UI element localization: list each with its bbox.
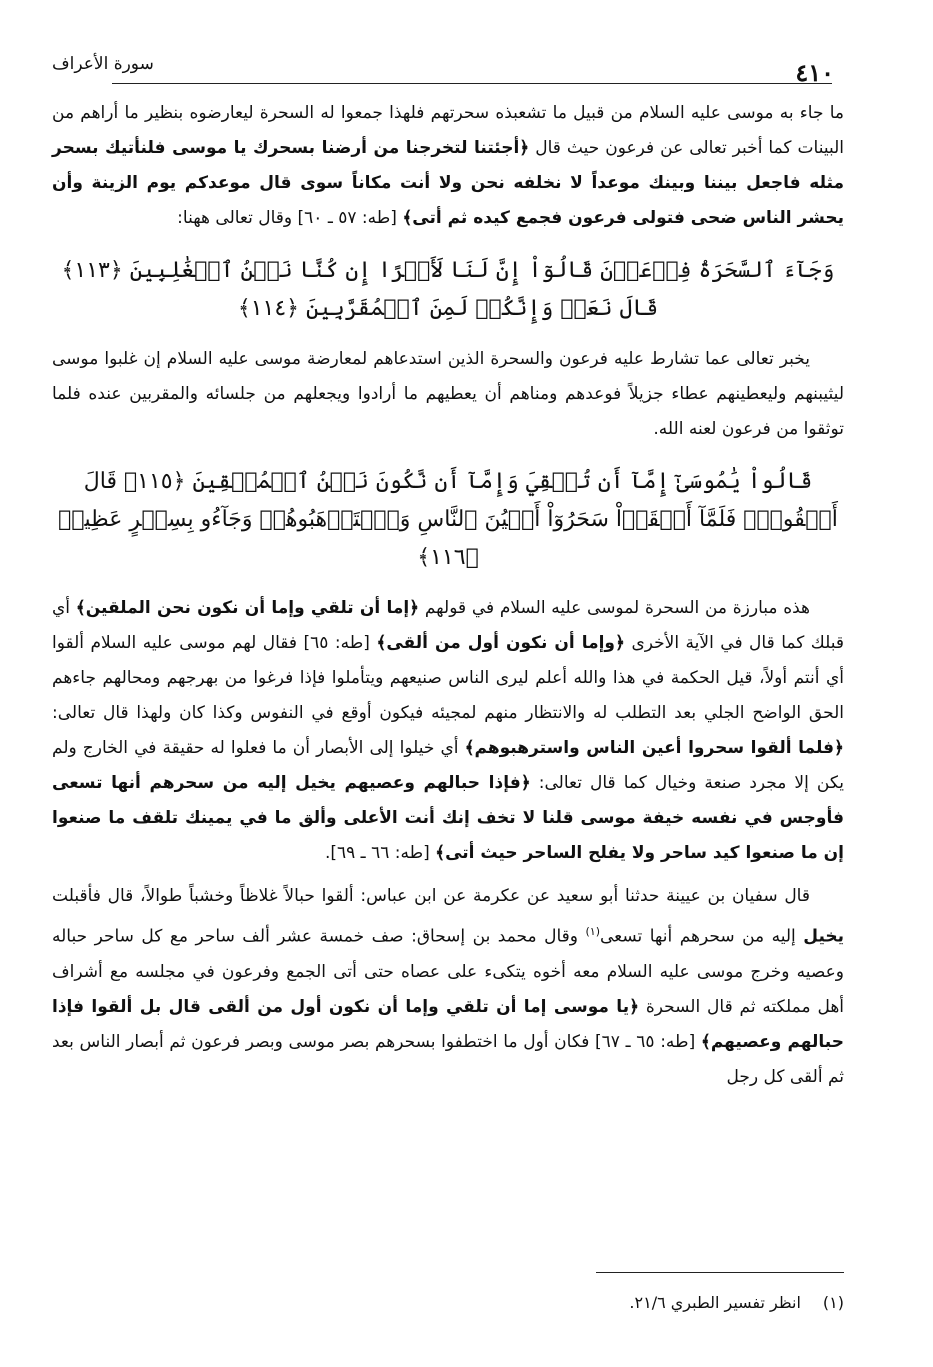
text-run: ما جاء به موسى عليه السلام من قبيل ما تشعبذه سحرتهم فلهذا جمعوا له السحرة ليعارضوه بنظير ما أراهم من البينات كما أخبر تعالى عن فرعون حيث قال xyxy=(52,103,844,158)
footnote-reference[interactable]: (١) xyxy=(585,925,600,938)
quran-quote: ﴿يا موسى إما أن تلقي وإما أن نكون أول من ألقى قال بل ألقوا فإذا حبالهم وعصيهم﴾ xyxy=(52,996,844,1052)
footnote-text: انظر تفسير الطبري ٢١/٦. xyxy=(629,1293,801,1312)
text-run: [طه: ٥٧ ـ ٦٠] وقال تعالى ههنا: xyxy=(177,208,403,228)
text-run: هذه مبارزة من السحرة لموسى عليه السلام في قولهم xyxy=(419,598,810,618)
text-run: [طه: ٦٥ ـ ٦٧] فكان أول ما اختطفوا بسحرهم بصر موسى وبصر فرعون ثم أبصار الناس بعد ثم ألقى كل رجل xyxy=(52,1031,844,1087)
quran-verse-block-2: قَالُواْ يَٰمُوسَىٰٓ إِمَّآ أَن تُلۡقِيَ وَإِمَّآ أَن نَّكُونَ نَحۡنُ ٱلۡمُلۡقِينَ ﴿١١٥﴾ قَالَ أَلۡقُواْۖ فَلَمَّآ أَلۡقَوۡاْ سَحَرُوٓاْ أَعۡيُنَ ٱلنَّاسِ وَٱسۡتَرۡهَبُوهُمۡ وَجَآءُو بِسِحۡرٍ عَظِيمٖ ﴿١١٦﴾ xyxy=(58,469,838,570)
text-run: قال سفيان بن عيينة حدثنا أبو سعيد عن عكرمة عن ابن عباس: ألقوا حبالاً غلاظاً وخشباً طوالاً، قال فأقبلت xyxy=(52,886,810,906)
quran-quote: ﴿وإما أن نكون أول من ألقى﴾ xyxy=(376,633,625,653)
main-text xyxy=(52,96,844,1095)
paragraph-3 xyxy=(52,591,844,871)
text-run: [طه: ٦٥] فقال لهم موسى عليه السلام ألقوا أي أنتم أولاً، قيل الحكمة في هذا والله أعلم ليرى الناس صنيعهم ويتأملوا فإذا فرغوا من بهرجهم ومحالهم جاءهم الحق الواضح الجلي بعد التطلب له والانتظار منهم لمجيئه فيكون أوقع في النفوس وكذا كان ولهذا قال تعالى: xyxy=(52,633,844,723)
text-run: وقال محمد بن إسحاق: صف خمسة عشر ألف ساحر مع كل ساحر حباله وعصيه وخرج موسى عليه السلام معه أخوه يتكىء على عصاه حتى أتى الجمع وفرعون في مجلسه مع أشراف أهل مملكته ثم قال السحرة xyxy=(52,926,845,1017)
page-number: ٤١٠ xyxy=(795,58,834,87)
text-run: أي قبلك كما قال في الآية الأخرى xyxy=(52,598,844,653)
running-title: سورة الأعراف xyxy=(52,54,154,74)
paragraph-4 xyxy=(52,879,844,1095)
quran-quote: يخيل xyxy=(803,926,845,947)
quran-quote: ﴿أجئتنا لتخرجنا من أرضنا بسحرك يا موسى فلنأتيك بسحر مثله فاجعل بيننا وبينك موعداً لا نخلفه نحن ولا أنت مكاناً سوى قال موعدكم يوم الزينة وأن يحشر الناس ضحى فتولى فرعون فجمع كيده ثم أتى﴾ xyxy=(52,138,844,228)
paragraph-1 xyxy=(52,96,844,236)
text-run: [طه: ٦٦ ـ ٦٩]. xyxy=(324,843,436,863)
quran-quote: ﴿إما أن تلقي وإما أن نكون نحن الملقين﴾ xyxy=(75,598,420,618)
quran-quote: ﴿فإذا حبالهم وعصيهم يخيل إليه من سحرهم أنها تسعى فأوجس في نفسه خيفة موسى قلنا لا تخف إنك أنت الأعلى وألق ما في يمينك تلقف ما صنعوا إن ما صنعوا كيد ساحر ولا يفلح الساحر حيث أتى﴾ xyxy=(52,773,844,863)
text-run: إليه من سحرهم أنها تسعى xyxy=(600,926,804,947)
footnote-rule xyxy=(596,1272,844,1273)
text-run: أي خيلوا إلى الأبصار أن ما فعلوا له حقيقة في الخارج ولم يكن إلا مجرد صنعة وخيال كما قال تعالى: xyxy=(52,738,844,793)
quran-verse-block-1: وَجَآءَ ٱلسَّحَرَةُ فِرۡعَوۡنَ قَالُوٓاْ إِنَّ لَنَا لَأَجۡرًا إِن كُنَّا نَحۡنُ ٱلۡغَٰلِبِينَ ﴿١١٣﴾ قَالَ نَعَمۡ وَإِنَّكُمۡ لَمِنَ ٱلۡمُقَرَّبِينَ ﴿١١٤﴾ xyxy=(61,258,835,321)
page-header xyxy=(52,52,844,86)
paragraph-2: يخبر تعالى عما تشارط عليه فرعون والسحرة الذين استدعاهم لمعارضة موسى عليه السلام إن غلبوا موسى ليثيبنهم وليعطينهم عطاء جزيلاً فوعدهم ومناهم أن يعطيهم ما أرادوا ويجعلهم من جلسائه والمقربين عنده فلما توثقوا من فرعون لعنه الله. xyxy=(52,349,844,439)
header-rule xyxy=(112,83,832,84)
footnote-number: (١) xyxy=(822,1293,844,1312)
quran-quote: ﴿فلما ألقوا سحروا أعين الناس واسترهبوهم﴾ xyxy=(464,738,844,758)
footnote xyxy=(52,1288,844,1318)
